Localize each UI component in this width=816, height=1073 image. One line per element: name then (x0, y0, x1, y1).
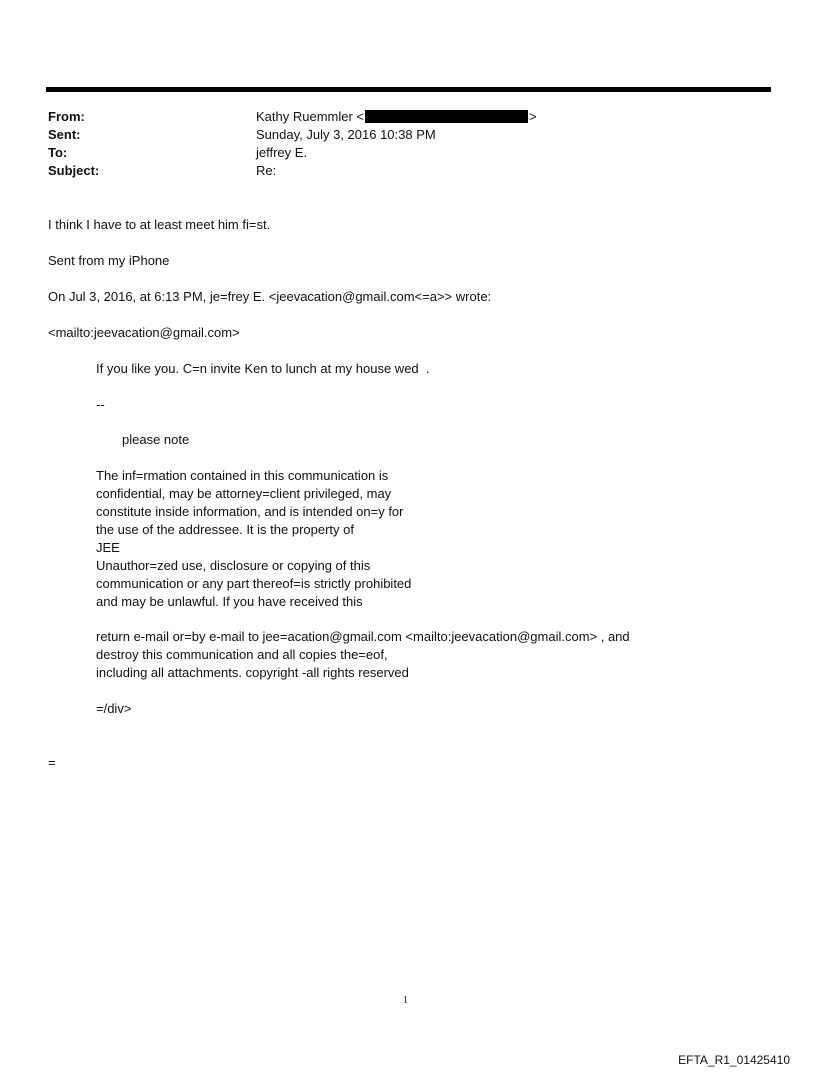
disclaimer-line: return e-mail or=by e-mail to jee=acation@gmail.com <mailto:jeevacation@gmail.com> , and (96, 629, 630, 644)
redaction-bar (365, 110, 528, 123)
disclaimer-line: including all attachments. copyright -all rights reserved (96, 665, 409, 680)
quoted-line: -- (96, 397, 105, 412)
to-value: jeffrey E. (256, 145, 308, 160)
disclaimer-line: JEE (96, 540, 120, 555)
disclaimer-line: constitute inside information, and is intended on=y for (96, 504, 404, 519)
trailing-char: = (48, 755, 56, 770)
disclaimer-line: confidential, may be attorney=client privileged, may (96, 486, 392, 501)
page-number: 1 (403, 995, 408, 1006)
body-line: I think I have to at least meet him fi=st. (48, 217, 271, 232)
div-close-line: =/div> (96, 701, 132, 716)
from-sender: Kathy Ruemmler < (256, 109, 365, 124)
subject-label: Subject: (48, 163, 100, 178)
quoted-line: please note (122, 432, 190, 447)
disclaimer-line: Unauthor=zed use, disclosure or copying of this (96, 558, 371, 573)
from-label: From: (48, 109, 85, 124)
bates-number: EFTA_R1_01425410 (678, 1053, 790, 1067)
disclaimer-line: and may be unlawful. If you have received this (96, 594, 363, 609)
from-value (256, 108, 537, 126)
sent-value: Sunday, July 3, 2016 10:38 PM (256, 127, 436, 142)
subject-value: Re: (256, 163, 277, 178)
body-line: Sent from my iPhone (48, 253, 170, 268)
disclaimer-line: communication or any part thereof=is strictly prohibited (96, 576, 412, 591)
disclaimer-line: the use of the addressee. It is the property of (96, 522, 354, 537)
body-line: On Jul 3, 2016, at 6:13 PM, je=frey E. <jeevacation@gmail.com<=a>> wrote: (48, 289, 492, 304)
disclaimer-line: The inf=rmation contained in this communication is (96, 468, 389, 483)
body-line: <mailto:jeevacation@gmail.com> (48, 325, 240, 340)
sent-label: Sent: (48, 127, 81, 142)
quoted-line: If you like you. C=n invite Ken to lunch at my house wed . (96, 361, 430, 376)
header-rule (46, 87, 771, 92)
to-label: To: (48, 145, 68, 160)
disclaimer-line: destroy this communication and all copies the=eof, (96, 647, 388, 662)
from-sender-end: > (529, 109, 537, 124)
